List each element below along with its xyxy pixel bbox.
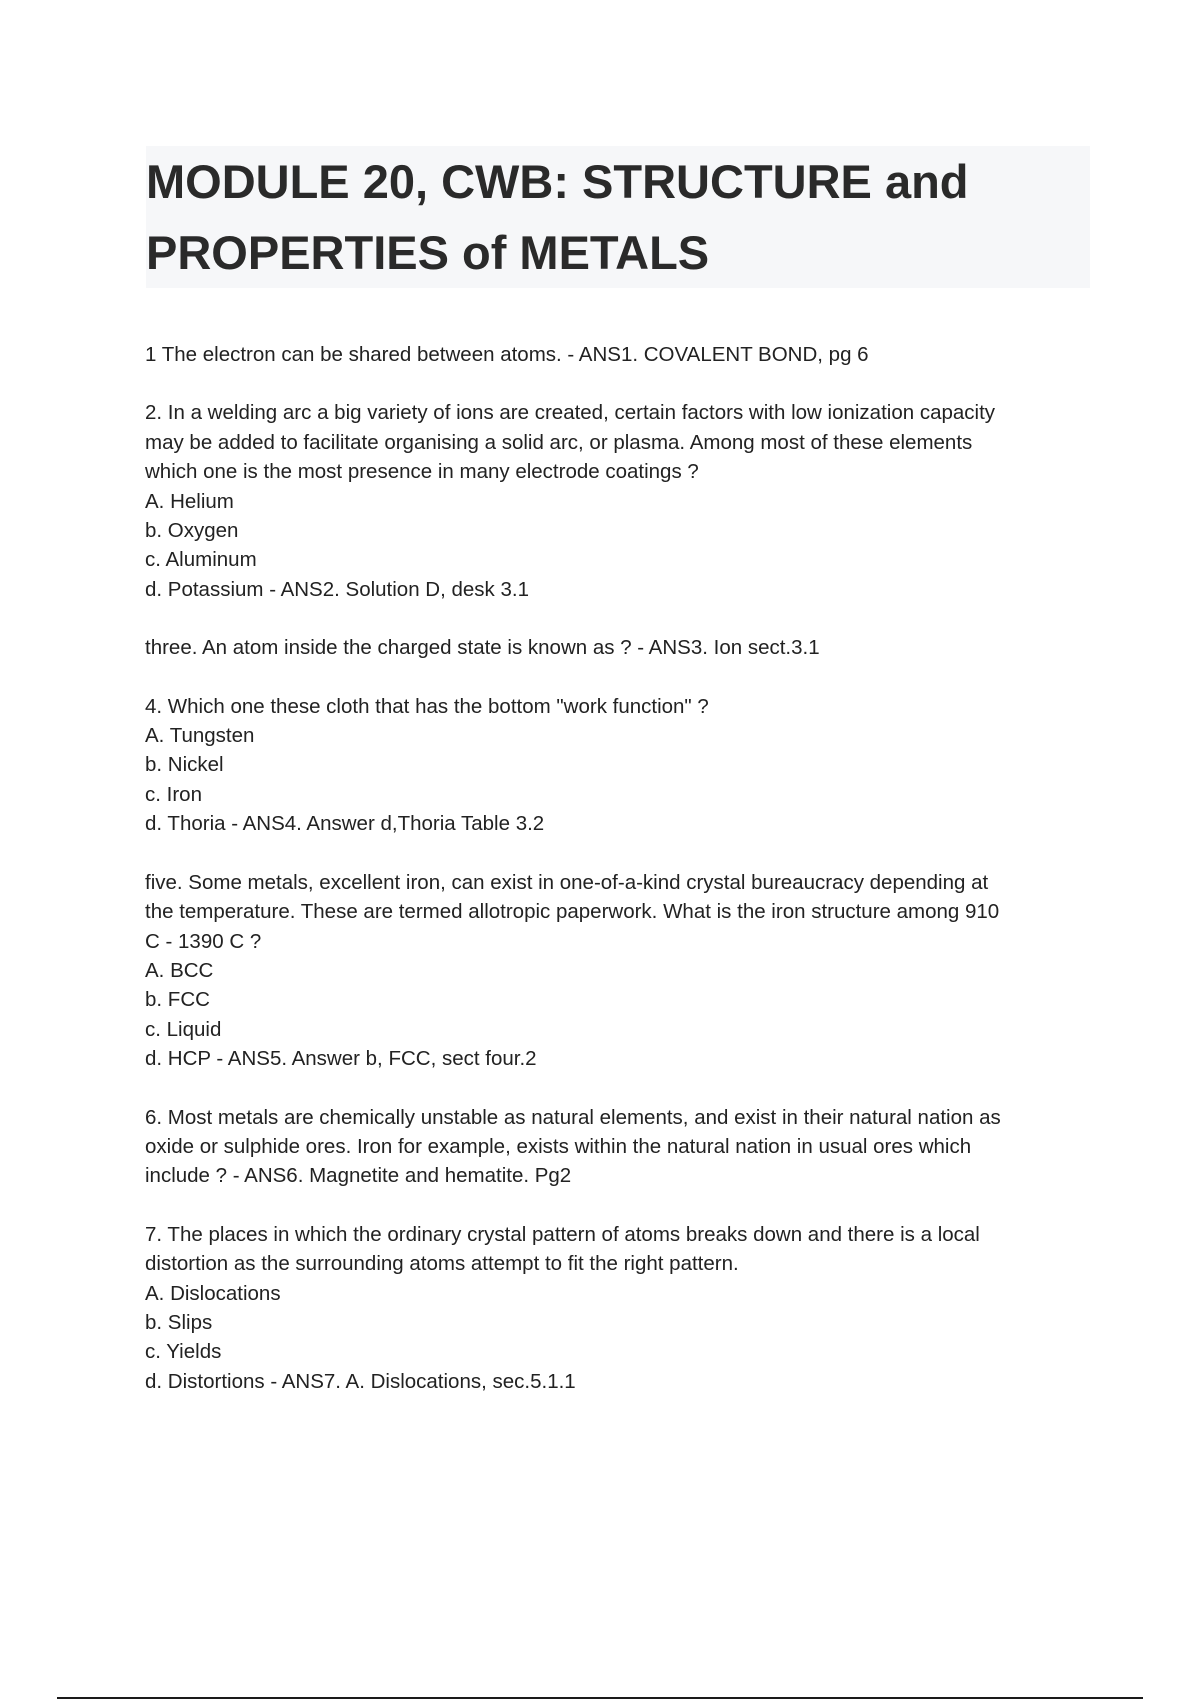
answer-option: d. HCP - ANS5. Answer b, FCC, sect four.2 <box>145 1047 537 1071</box>
question-text: five. Some metals, excellent iron, can exist in one-of-a-kind crystal bureaucracy depending at <box>145 870 989 894</box>
question-5 <box>145 868 1095 1074</box>
answer-option: c. Liquid <box>145 1017 222 1041</box>
answer-option: d. Thoria - ANS4. Answer d,Thoria Table 3.2 <box>145 812 545 836</box>
question-text: 1 The electron can be shared between atoms. - ANS1. COVALENT BOND, pg 6 <box>145 343 869 366</box>
question-6 <box>145 1103 1095 1191</box>
question-text: 6. Most metals are chemically unstable as natural elements, and exist in their natural nation as <box>145 1105 1001 1129</box>
question-2 <box>145 398 1095 604</box>
title-block <box>146 146 1090 288</box>
question-text: include ? - ANS6. Magnetite and hematite. Pg2 <box>145 1164 572 1188</box>
answer-option: d. Potassium - ANS2. Solution D, desk 3.1 <box>145 577 529 601</box>
answer-option: c. Yields <box>145 1340 222 1364</box>
answer-option: b. Slips <box>145 1310 213 1334</box>
question-text: 2. In a welding arc a big variety of ions are created, certain factors with low ionization capacity <box>145 401 996 425</box>
question-7 <box>145 1220 1095 1396</box>
question-1 <box>145 340 1095 369</box>
question-text: which one is the most presence in many electrode coatings ? <box>145 460 699 484</box>
answer-option: A. Dislocations <box>145 1281 281 1305</box>
page-title-line-2: PROPERTIES of METALS <box>146 226 710 279</box>
answer-option: A. Tungsten <box>145 724 255 748</box>
question-text: may be added to facilitate organising a solid arc, or plasma. Among most of these elements <box>145 430 973 454</box>
questions-list <box>145 340 1095 1425</box>
question-4 <box>145 692 1095 839</box>
page-title-line-1: MODULE 20, CWB: STRUCTURE and <box>146 155 969 208</box>
answer-option: A. Helium <box>145 489 234 513</box>
footer-divider <box>57 1697 1143 1699</box>
answer-option: c. Iron <box>145 782 202 806</box>
answer-option: b. FCC <box>145 988 210 1012</box>
question-3 <box>145 633 1095 662</box>
answer-option: b. Nickel <box>145 753 224 777</box>
question-text: 7. The places in which the ordinary crystal pattern of atoms breaks down and there is a local <box>145 1222 980 1246</box>
question-text: C - 1390 C ? <box>145 929 262 953</box>
question-text: distortion as the surrounding atoms attempt to fit the right pattern. <box>145 1252 739 1276</box>
answer-option: b. Oxygen <box>145 519 239 543</box>
answer-option: d. Distortions - ANS7. A. Dislocations, sec.5.1.1 <box>145 1369 576 1393</box>
answer-option: A. BCC <box>145 958 214 982</box>
question-text: the temperature. These are termed allotropic paperwork. What is the iron structure among 910 <box>145 900 1000 924</box>
question-text: oxide or sulphide ores. Iron for example, exists within the natural nation in usual ores which <box>145 1134 972 1158</box>
answer-option: c. Aluminum <box>145 548 257 572</box>
question-text: three. An atom inside the charged state is known as ? - ANS3. Ion sect.3.1 <box>145 636 820 660</box>
question-text: 4. Which one these cloth that has the bottom "work function" ? <box>145 694 709 718</box>
